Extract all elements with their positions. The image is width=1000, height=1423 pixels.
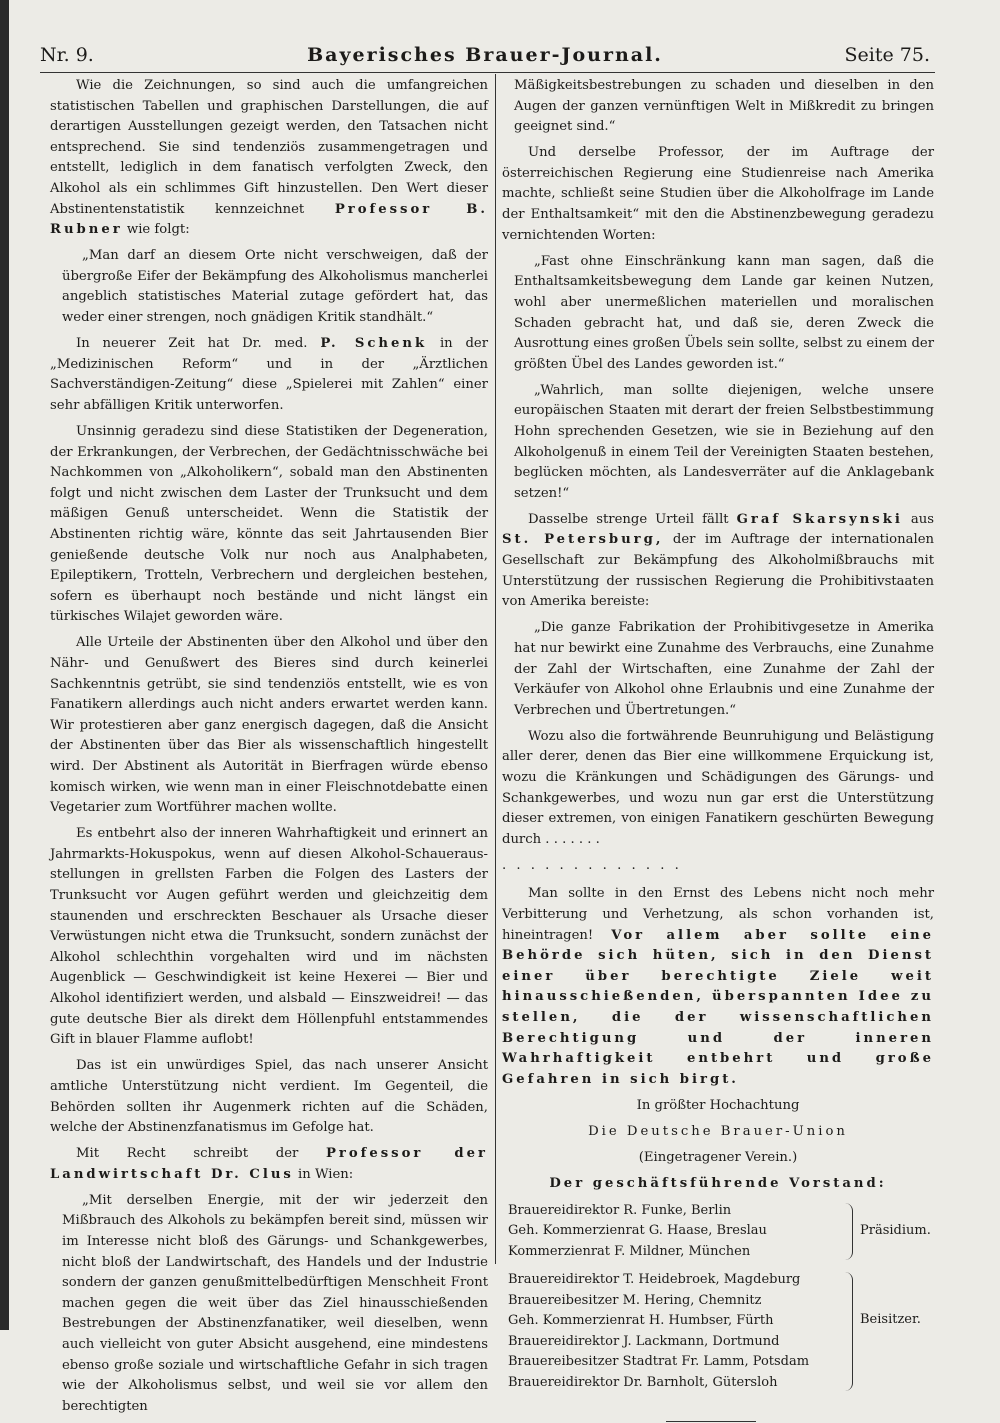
issue-number: Nr. 9.: [40, 44, 94, 66]
paragraph: Man sollte in den Ernst des Lebens nicht noch mehr Verbitterung und Verhetzung, als schon vorhanden ist, hineintragen! Vor allem aber sollte eine Behörde sich hüten, sich in den Dienst einer über berechtigte Ziele weit hinausschießenden, überspannten Idee zu stellen, die der wissenschaftlichen Berechtigung und der inneren Wahrhaftigkeit entbehrt und große Gefahren in sich birgt.: [502, 886, 934, 1087]
signatory: Brauereidirektor Dr. Barnholt, Gütersloh: [508, 1374, 778, 1390]
quote: „Die ganze Fabrikation der Prohibitivgesetze in Amerika hat nur bewirkt eine Zunahme des Verbrauchs, eine Zunahme der Zahl der Wirtschaften, eine Zunahme der Zahl der Verkäufer von Alkohol ohne Erlaubnis und eine Zunahme der Verbrechen und Übertretungen.“: [514, 620, 934, 718]
brace: [844, 1272, 853, 1391]
spaced-name: P. Schenk: [320, 336, 428, 352]
emphasized-text: Vor allem aber sollte eine Behörde sich hüten, sich in den Dienst einer über berechtigte Ziele weit hinausschießenden, überspannten Idee zu stellen, die der wissenschaftlichen Berechtigung und der inneren Wahrhaftigkeit entbehrt und große Gefahren in sich birgt.: [502, 927, 934, 1087]
signatory: Geh. Kommerzienrat H. Humbser, Fürth: [508, 1313, 774, 1329]
paragraph: Das ist ein unwürdiges Spiel, das nach unserer Ansicht amtliche Unterstützung nicht verdient. Im Gegenteil, die Behörden sollten ihr Augenmerk richten auf die Schäden, welche der Abstinenzfanatismus im Gefolge hat.: [50, 1058, 488, 1136]
signatory: Brauereibesitzer M. Hering, Chemnitz: [508, 1292, 762, 1308]
quote: „Mit derselben Energie, mit der wir jederzeit den Mißbrauch des Alkohols zu bekämpfen bereit sind, müssen wir im Interesse nicht bloß des Gärungs- und Schankgewerbes, nicht bloß der Landwirtschaft, des Handels und der Industrie sondern der ganzen genußmittelbedürftigen Menschheit Front machen gegen die weit über das Ziel hinausschießenden Bestrebungen der Abstinenzfanatiker, weil dieselben, wenn auch vielleicht von guter Absicht ausgehend, eine mindestens ebenso große soziale und wirtschaftliche Gefahr in sich tragen wie der Alkoholismus selbst, und weil sie vor allem den berechtigten: [62, 1192, 488, 1414]
paragraph: Unsinnig geradezu sind diese Statistiken der Degeneration, der Erkrankungen, der Verbrechen, der Gedächtnisschwäche bei Nachkommen von „Alkoholikern“, sobald man den Abstinenten folgt und nicht zwischen dem Laster der Trunksucht und dem mäßigen Genuß unterscheidet. Wenn die Statistik der Abstinenten richtig wäre, könnte das seit Jahrtausenden Bier genießende deutsche Volk nur noch aus Analphabeten, Epileptikern, Trotteln, Verbrechern und dergleichen bestehen, sofern es überhaupt noch bestände und nicht längst ein türkisches Wilajet geworden wäre.: [50, 424, 488, 625]
signatory: Brauereidirektor R. Funke, Berlin: [508, 1202, 732, 1218]
assessors-group: [508, 1270, 934, 1393]
paragraph: Wie die Zeichnungen, so sind auch die umfangreichen statistischen Tabellen und graphischen Darstellungen, die auf derartigen Ausstellungen gezeigt werden, den Tatsachen nicht entsprechend. Sie sind tendenziös zusammengetragen und entstellt, lediglich in dem fanatisch verfolgten Zweck, den Alkohol als ein schlimmes Gift hinzustellen. Den Wert dieser Abstinentenstatistik kennzeichnet Professor B. Rubner wie folgt:: [50, 78, 488, 238]
quote: „Man darf an diesem Orte nicht verschweigen, daß der übergroße Eifer der Bekämpfung des Alkoholismus mancherlei angeblich statistisches Material zutage gefördert hat, das weder einer strengen, noch gnädigen Kritik standhält.“: [62, 248, 488, 326]
paragraph: Alle Urteile der Abstinenten über den Alkohol und über den Nähr- und Genußwert des Bieres sind durch keinerlei Sachkenntnis getrübt, sie sind tendenziös entstellt, wie es von Fanatikern allerdings auch nicht anders erwartet werden kann. Wir protestieren aber ganz energisch dagegen, daß die Ansicht der Abstinenten über das Bier als wissenschaftlich hingestellt wird. Der Abstinent als Autorität in Bierfragen würde ebenso komisch wirken, wie wenn man in einer Fleischnotdebatte einen Vegetarier zum Wortführer machen wollte.: [50, 635, 488, 816]
brace: [844, 1203, 853, 1261]
ellipsis-line: . . . . . . . . . . . . .: [502, 857, 682, 873]
left-column: [50, 76, 488, 1423]
journal-title: Bayerisches Brauer-Journal.: [307, 44, 663, 66]
presidium-group: [508, 1201, 934, 1263]
quote: „Wahrlich, man sollte diejenigen, welche unsere europäischen Staaten mit derart der freien Selbstbestimmung Hohn sprechenden Gesetzen, wie sie in Beziehung auf den Alkoholgenuß in einem Teil der Vereinigten Staaten bestehen, beglücken möchten, als Landesverräter auf die Anklagebank setzen!“: [514, 382, 934, 501]
signatories: [508, 1201, 934, 1423]
end-rule: [666, 1421, 756, 1422]
right-column: [502, 76, 934, 1422]
closing-phrase: In größter Hochachtung: [636, 1097, 800, 1113]
paragraph: Mit Recht schreibt der Professor der Landwirtschaft Dr. Clus in Wien:: [50, 1146, 488, 1182]
spaced-name: Professor B. Rubner: [50, 201, 488, 238]
spaced-name: Professor der Landwirtschaft Dr. Clus: [50, 1146, 488, 1182]
organization-subtitle: (Eingetragener Verein.): [638, 1150, 798, 1166]
spaced-name: Graf Skarsynski: [736, 511, 903, 527]
page-header: [40, 44, 930, 68]
board-title: Der geschäftsführende Vorstand:: [549, 1176, 887, 1192]
presidium-label: Präsidium.: [860, 1222, 931, 1238]
quote: „Fast ohne Einschränkung kann man sagen, daß die Enthaltsamkeitsbewegung dem Lande gar keinen Nutzen, wohl aber unermeßlichen materiellen und moralischen Schaden gebracht hat, und daß sie, deren Zweck die Ausrottung eines großen Übels sein sollte, selbst zu einem der größten Übel des Landes geworden ist.“: [514, 253, 934, 372]
signatory: Brauereibesitzer Stadtrat Fr. Lamm, Potsdam: [508, 1354, 810, 1370]
signatory: Brauereidirektor J. Lackmann, Dortmund: [508, 1333, 780, 1349]
scan-edge: [0, 0, 9, 1330]
signatory: Kommerzienrat F. Mildner, München: [508, 1243, 751, 1259]
assessors-label: Beisitzer.: [860, 1312, 921, 1328]
page-number: Seite 75.: [844, 44, 930, 66]
organization-name: Die Deutsche Brauer-Union: [588, 1124, 848, 1139]
quote-continued: Mäßigkeitsbestrebungen zu schaden und dieselben in den Augen der ganzen vernünftigen Welt in Mißkredit zu bringen geeignet sind.“: [514, 78, 934, 135]
signatory: Brauereidirektor T. Heidebroek, Magdeburg: [508, 1272, 801, 1288]
paragraph: Dasselbe strenge Urteil fällt Graf Skarsynski aus St. Petersburg, der im Auftrage der internationalen Gesellschaft zur Bekämpfung des Alkoholmißbrauchs mit Unterstützung der russischen Regierung die Prohibitivstaaten von Amerika bereiste:: [502, 511, 934, 610]
column-divider: [495, 74, 496, 1264]
spaced-name: St. Petersburg,: [502, 532, 664, 548]
paragraph: Es entbehrt also der inneren Wahrhaftigkeit und erinnert an Jahrmarkts-Hokuspokus, wenn auf diesen Alkohol-Schaueraus-stellungen in grellsten Farben die Folgen des Lasters der Trunksucht vor Augen geführt werden und gleichzeitig dem staunenden und erschreckten Beschauer als Ursache dieser Verwüstungen nicht etwa die Trunksucht, sondern zunächst der Alkohol schlechthin vorgehalten wird und im nächsten Augenblick — Geschwindigkeit ist keine Hexerei — Bier und Alkohol identifiziert werden, und alsbald — Einszweidrei! — das gute deutsche Bier als direkt dem Höllenpfuhl entstammendes Gift in blauer Flamme auflobt!: [50, 826, 488, 1048]
paragraph: Wozu also die fortwährende Beunruhigung und Belästigung aller derer, denen das Bier eine willkommene Erquickung ist, wozu die Kränkungen und Schädigungen des Gärungs- und Schankgewerbes, und wozu nun gar erst die Unterstützung dieser extremen, von einigen Fanatikern geschürten Bewegung durch . . . . . . .: [502, 728, 934, 847]
paragraph: Und derselbe Professor, der im Auftrage der österreichischen Regierung eine Studienreise nach Amerika machte, schließt seine Studien über die Alkoholfrage im Lande der Enthaltsamkeit“ mit den die Abstinenzbewegung geradezu vernichtenden Worten:: [502, 145, 934, 243]
signatory: Geh. Kommerzienrat G. Haase, Breslau: [508, 1223, 767, 1239]
header-rule: [40, 72, 935, 73]
paragraph: In neuerer Zeit hat Dr. med. P. Schenk in der „Medizinischen Reform“ und in der „Ärztlichen Sachverständigen-Zeitung“ diese „Spielerei mit Zahlen“ einer sehr abfälligen Kritik unterworfen.: [50, 336, 489, 413]
